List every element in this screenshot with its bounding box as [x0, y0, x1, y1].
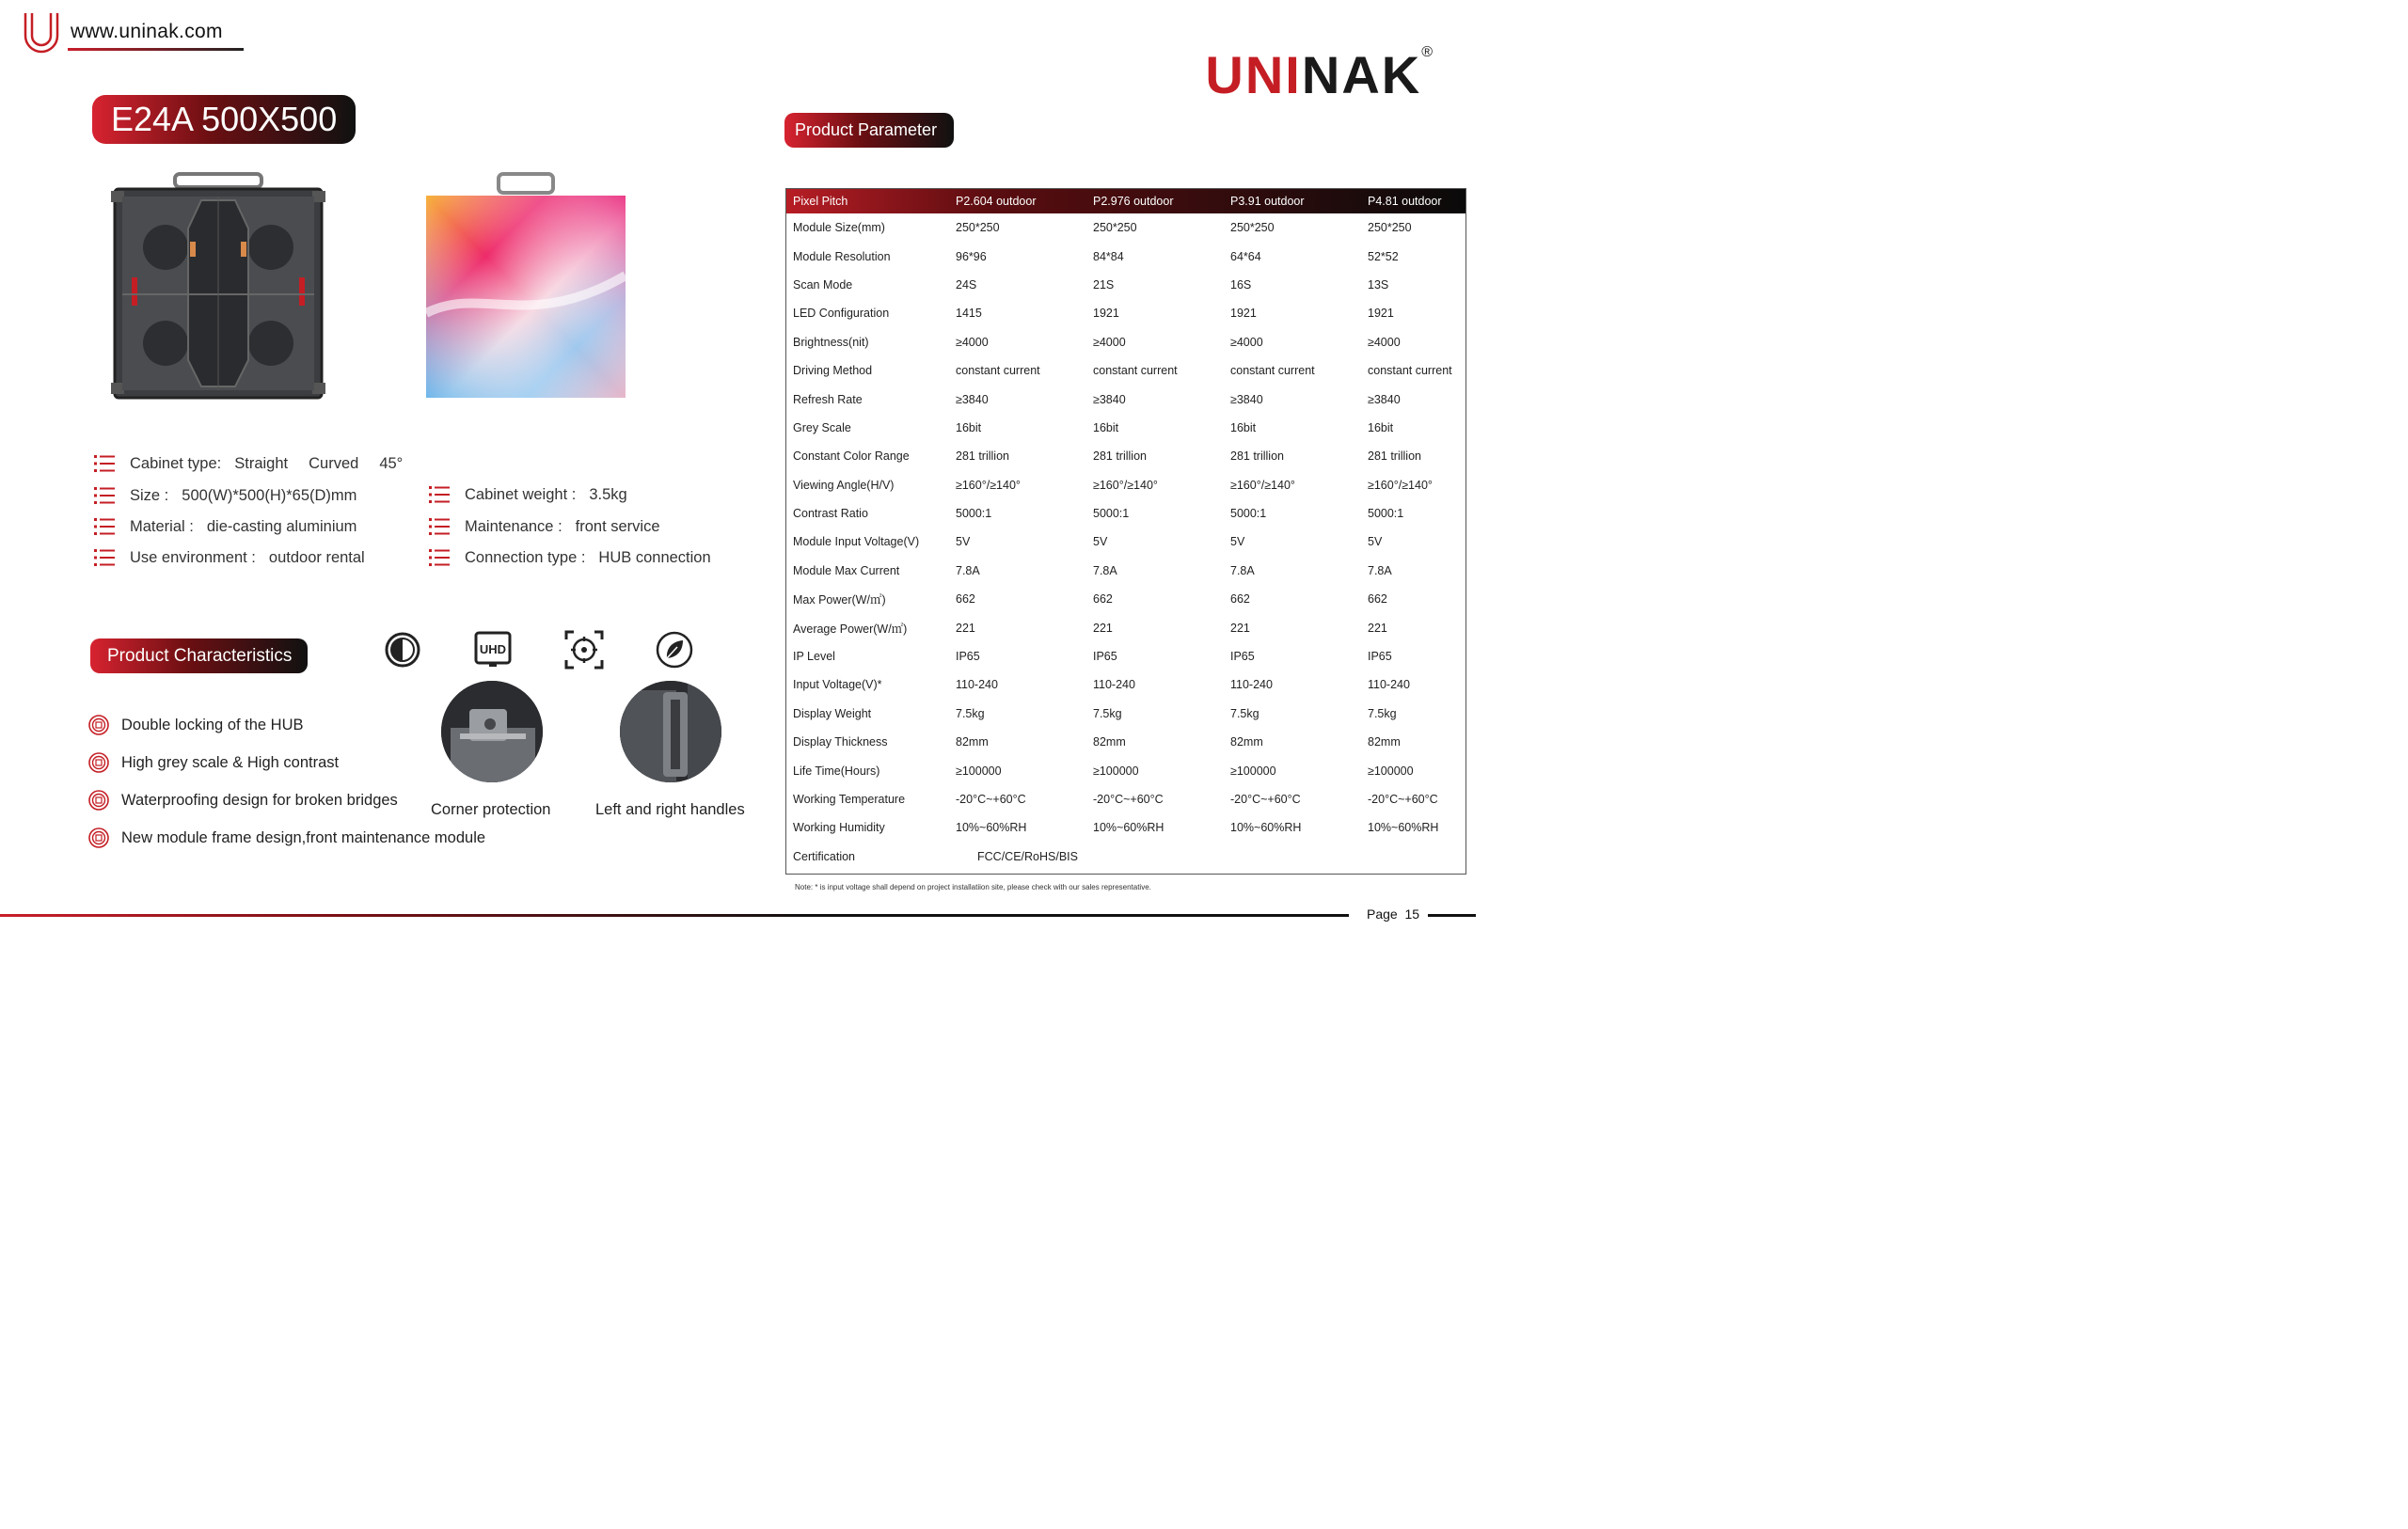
table-row: [786, 271, 1465, 299]
header-cell: P4.81 outdoor: [1368, 195, 1442, 208]
value-cell: 16S: [1230, 277, 1252, 292]
list-icon: [429, 517, 450, 536]
table-row: [786, 813, 1465, 842]
spec-value: outdoor rental: [268, 548, 365, 566]
value-cell: constant current: [956, 364, 1040, 378]
value-cell: constant current: [1368, 364, 1452, 378]
table-row: [786, 471, 1465, 499]
characteristic-item: New module frame design,front maintenance module: [87, 827, 485, 849]
uninak-u-logo-icon: [21, 11, 62, 55]
spec-maintenance: [429, 517, 681, 536]
value-cell: ≥160°/≥140°: [1230, 478, 1295, 492]
handles-caption: Left and right handles: [595, 801, 745, 818]
table-row: [786, 385, 1465, 413]
row-label-cell: LED Configuration: [793, 307, 890, 321]
row-label-cell: Max Power(W/㎡): [793, 593, 886, 607]
brand-logo: UNINAK®: [1205, 44, 1434, 104]
value-cell: 10%~60%RH: [1093, 821, 1164, 835]
value-cell: 21S: [1093, 277, 1115, 292]
value-cell: 1415: [956, 307, 982, 321]
value-cell: 24S: [956, 277, 977, 292]
footer-line-end: [1428, 914, 1476, 917]
value-cell: 13S: [1368, 277, 1389, 292]
spec-label: Use environment :: [130, 548, 256, 566]
certification-value: FCC/CE/RoHS/BIS: [977, 849, 1078, 863]
spec-label: Size :: [130, 486, 169, 504]
value-cell: 10%~60%RH: [1230, 821, 1302, 835]
page-number: Page 15: [1367, 906, 1420, 922]
spec-value: HUB connection: [598, 548, 711, 566]
badge-icon: [87, 714, 110, 736]
table-row: [786, 670, 1465, 699]
value-cell: 662: [956, 592, 975, 607]
value-cell: ≥4000: [956, 335, 989, 349]
value-cell: ≥3840: [956, 392, 989, 406]
spec-cabinet-type: [94, 454, 423, 473]
value-cell: 16bit: [956, 420, 982, 434]
value-cell: 5000:1: [956, 507, 992, 521]
characteristics-title: Product Characteristics: [90, 638, 308, 673]
spec-label: Cabinet type:: [130, 454, 222, 472]
value-cell: ≥100000: [956, 764, 1002, 778]
value-cell: 221: [1093, 621, 1113, 635]
value-cell: 16bit: [1093, 420, 1119, 434]
value-cell: 84*84: [1093, 249, 1124, 263]
header-cell: P3.91 outdoor: [1230, 195, 1305, 208]
value-cell: 7.5kg: [1368, 706, 1397, 720]
spec-connection-type: [429, 548, 732, 567]
spec-value: 45°: [379, 454, 404, 472]
corner-protection-photo: [441, 681, 543, 782]
value-cell: 1921: [1368, 307, 1394, 321]
value-cell: 82mm: [1093, 735, 1126, 749]
table-row: [786, 728, 1465, 756]
value-cell: -20°C~+60°C: [1230, 793, 1301, 806]
value-cell: 82mm: [1368, 735, 1401, 749]
row-label-cell: Driving Method: [793, 364, 873, 378]
row-label-cell: Input Voltage(V)*: [793, 678, 882, 692]
value-cell: 5000:1: [1093, 507, 1130, 521]
value-cell: 110-240: [1093, 678, 1135, 692]
table-row: [786, 557, 1465, 585]
uhd-icon: [473, 630, 513, 670]
table-row: [786, 499, 1465, 528]
spec-use-environment: [94, 548, 386, 567]
value-cell: IP65: [1230, 650, 1255, 664]
value-cell: 7.8A: [956, 563, 980, 577]
row-label-cell: Working Humidity: [793, 821, 885, 835]
table-row: [786, 756, 1465, 784]
table-row: [786, 585, 1465, 613]
spec-value: Straight: [234, 454, 289, 472]
certification-label: Certification: [793, 849, 855, 863]
row-label-cell: Refresh Rate: [793, 392, 863, 406]
characteristic-item: Waterproofing design for broken bridges: [87, 789, 398, 812]
badge-icon: [87, 751, 110, 774]
value-cell: 1921: [1230, 307, 1257, 321]
value-cell: 5000:1: [1368, 507, 1404, 521]
svg-text:UHD: UHD: [479, 642, 507, 656]
value-cell: 662: [1368, 592, 1387, 607]
row-label-cell: Viewing Angle(H/V): [793, 478, 895, 492]
row-label-cell: Life Time(Hours): [793, 764, 880, 778]
value-cell: 110-240: [956, 678, 998, 692]
value-cell: 7.8A: [1230, 563, 1255, 577]
parameter-title: Product Parameter: [784, 113, 954, 148]
list-icon: [429, 548, 450, 567]
value-cell: 250*250: [1368, 221, 1412, 235]
value-cell: 281 trillion: [1093, 449, 1147, 464]
table-row: [786, 213, 1465, 242]
row-label-cell: IP Level: [793, 650, 835, 664]
value-cell: 52*52: [1368, 249, 1399, 263]
value-cell: ≥4000: [1230, 335, 1263, 349]
value-cell: ≥100000: [1368, 764, 1414, 778]
leaf-icon: [655, 630, 694, 670]
row-label-cell: Brightness(nit): [793, 335, 869, 349]
table-row: [786, 242, 1465, 270]
value-cell: 7.5kg: [956, 706, 985, 720]
table-row: [786, 299, 1465, 327]
value-cell: 250*250: [956, 221, 1000, 235]
list-icon: [94, 548, 115, 567]
row-label-cell: Module Resolution: [793, 249, 891, 263]
value-cell: 5V: [1368, 535, 1383, 549]
spec-label: Material :: [130, 517, 194, 535]
table-row: [786, 328, 1465, 356]
value-cell: 7.8A: [1093, 563, 1117, 577]
table-row: [786, 642, 1465, 670]
value-cell: 5V: [1230, 535, 1245, 549]
value-cell: 221: [956, 621, 975, 635]
value-cell: ≥4000: [1093, 335, 1126, 349]
list-icon: [94, 486, 115, 505]
row-label-cell: Contrast Ratio: [793, 507, 868, 521]
value-cell: 110-240: [1230, 678, 1273, 692]
focus-target-icon: [564, 630, 604, 670]
row-label-cell: Working Temperature: [793, 793, 906, 806]
value-cell: 1921: [1093, 307, 1119, 321]
website-underline: [68, 48, 244, 51]
value-cell: 64*64: [1230, 249, 1261, 263]
spec-cabinet-weight: [429, 485, 648, 504]
row-label-cell: Module Max Current: [793, 563, 900, 577]
list-icon: [429, 485, 450, 504]
badge-icon: [87, 827, 110, 849]
website-url[interactable]: www.uninak.com: [71, 21, 223, 42]
value-cell: IP65: [1368, 650, 1392, 664]
value-cell: 10%~60%RH: [956, 821, 1027, 835]
table-row: [786, 613, 1465, 641]
spec-label: Maintenance :: [465, 517, 562, 535]
value-cell: 221: [1368, 621, 1387, 635]
value-cell: 7.5kg: [1093, 706, 1122, 720]
value-cell: 250*250: [1093, 221, 1137, 235]
value-cell: -20°C~+60°C: [1368, 793, 1438, 806]
value-cell: constant current: [1093, 364, 1178, 378]
value-cell: 7.8A: [1368, 563, 1392, 577]
value-cell: 221: [1230, 621, 1250, 635]
characteristic-item: High grey scale & High contrast: [87, 751, 339, 774]
spec-material: [94, 517, 377, 536]
value-cell: 16bit: [1368, 420, 1394, 434]
value-cell: 662: [1230, 592, 1250, 607]
value-cell: constant current: [1230, 364, 1315, 378]
row-label-cell: Module Size(mm): [793, 221, 885, 235]
left-right-handles-photo: [620, 681, 721, 782]
corner-protection-caption: Corner protection: [431, 801, 551, 818]
badge-icon: [87, 789, 110, 812]
spec-label: Connection type :: [465, 548, 586, 566]
characteristic-item: Double locking of the HUB: [87, 714, 304, 736]
parameter-table: [785, 188, 1466, 875]
row-label-cell: Grey Scale: [793, 420, 851, 434]
table-row: [786, 528, 1465, 556]
table-row: [786, 442, 1465, 470]
value-cell: 5V: [1093, 535, 1108, 549]
spec-value: Curved: [309, 454, 359, 472]
footer-line: [0, 914, 1349, 917]
value-cell: ≥3840: [1093, 392, 1126, 406]
spec-value: 3.5kg: [589, 485, 627, 503]
spec-size: [94, 486, 377, 505]
spec-value: front service: [575, 517, 660, 535]
value-cell: ≥3840: [1230, 392, 1263, 406]
row-label-cell: Scan Mode: [793, 277, 853, 292]
header-cell: P2.976 outdoor: [1093, 195, 1174, 208]
header-cell: Pixel Pitch: [793, 195, 848, 208]
table-note: Note: * is input voltage shall depend on project installatiion site, please check with our sales representative.: [795, 883, 1151, 891]
value-cell: ≥160°/≥140°: [1093, 478, 1158, 492]
table-header-row: [786, 189, 1465, 213]
list-icon: [94, 454, 115, 473]
table-row: [786, 785, 1465, 813]
value-cell: ≥100000: [1093, 764, 1139, 778]
certification-row: [786, 843, 1465, 871]
value-cell: ≥3840: [1368, 392, 1401, 406]
value-cell: 7.5kg: [1230, 706, 1259, 720]
cabinet-back-image: [109, 172, 327, 407]
value-cell: IP65: [1093, 650, 1117, 664]
row-label-cell: Constant Color Range: [793, 449, 910, 464]
table-row: [786, 356, 1465, 385]
value-cell: ≥4000: [1368, 335, 1401, 349]
value-cell: 10%~60%RH: [1368, 821, 1439, 835]
value-cell: 662: [1093, 592, 1113, 607]
row-label-cell: Display Thickness: [793, 735, 888, 749]
table-row: [786, 700, 1465, 728]
value-cell: ≥100000: [1230, 764, 1276, 778]
value-cell: -20°C~+60°C: [956, 793, 1026, 806]
value-cell: 281 trillion: [1230, 449, 1284, 464]
value-cell: 16bit: [1230, 420, 1257, 434]
value-cell: 281 trillion: [956, 449, 1009, 464]
cabinet-front-image: [425, 172, 626, 400]
row-label-cell: Module Input Voltage(V): [793, 535, 920, 549]
value-cell: 281 trillion: [1368, 449, 1421, 464]
model-title: E24A 500X500: [92, 95, 356, 144]
value-cell: 82mm: [1230, 735, 1263, 749]
contrast-icon: [383, 630, 422, 670]
spec-value: die-casting aluminium: [206, 517, 357, 535]
value-cell: 5V: [956, 535, 971, 549]
value-cell: ≥160°/≥140°: [1368, 478, 1433, 492]
row-label-cell: Average Power(W/㎡): [793, 622, 908, 636]
value-cell: -20°C~+60°C: [1093, 793, 1164, 806]
value-cell: 5000:1: [1230, 507, 1267, 521]
row-label-cell: Display Weight: [793, 706, 872, 720]
spec-label: Cabinet weight :: [465, 485, 577, 503]
spec-value: 500(W)*500(H)*65(D)mm: [182, 486, 357, 504]
value-cell: 250*250: [1230, 221, 1275, 235]
value-cell: 96*96: [956, 249, 987, 263]
list-icon: [94, 517, 115, 536]
value-cell: IP65: [956, 650, 980, 664]
value-cell: 82mm: [956, 735, 989, 749]
value-cell: ≥160°/≥140°: [956, 478, 1021, 492]
value-cell: 110-240: [1368, 678, 1410, 692]
header-cell: P2.604 outdoor: [956, 195, 1037, 208]
table-row: [786, 414, 1465, 442]
